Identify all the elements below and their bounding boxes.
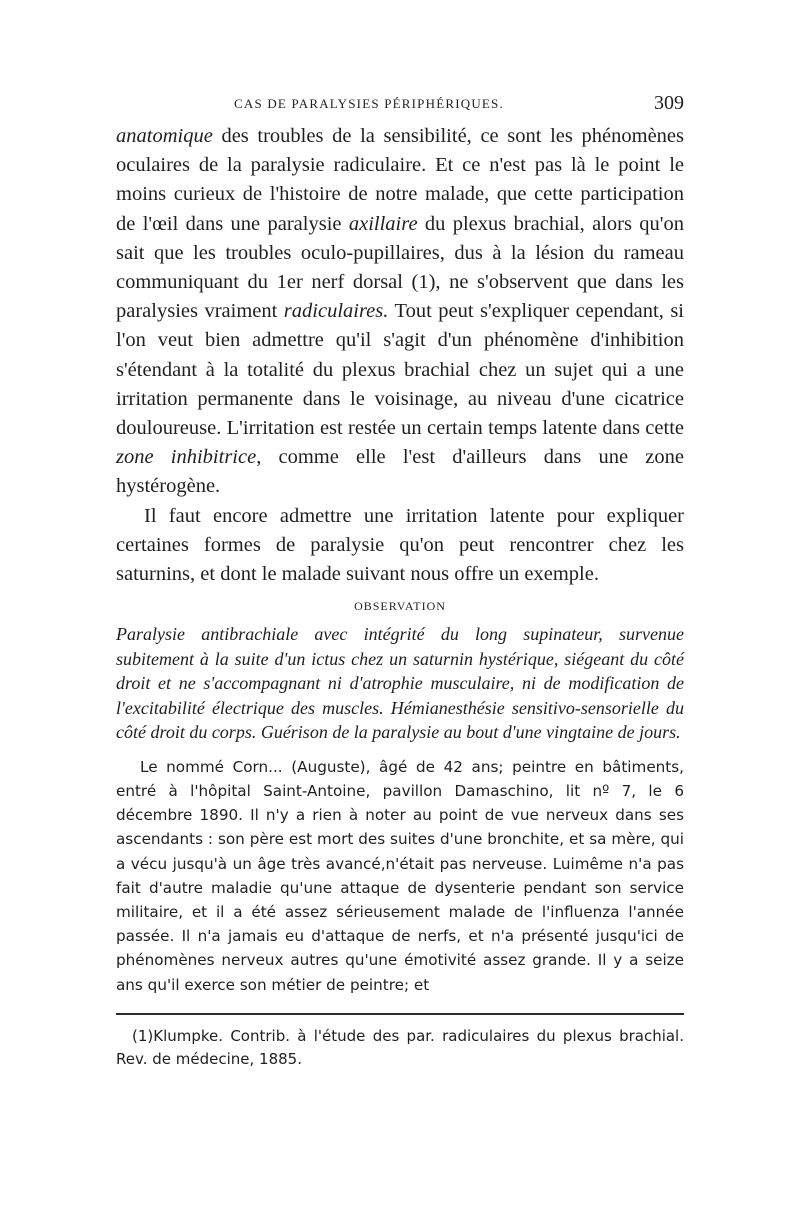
book-page bbox=[116, 92, 684, 1071]
paragraph-1-text-a: des troubles de la sensibilité, ce sont les phénomènes oculaires de la paralysie radiculaire. Et ce n'est pas là le point le moins curieux de l'histoire de notre malade, que cette participation de l'œil dans une paralysie bbox=[116, 125, 684, 235]
page-number: 309 bbox=[654, 92, 684, 114]
paragraph-1-italic-zone: zone inhibitrice bbox=[116, 446, 257, 469]
footnote: (1)Klumpke. Contrib. à l'étude des par. radiculaires du plexus brachial. Rev. de médecine, 1885. bbox=[116, 1026, 684, 1068]
paragraph-2: Il faut encore admettre une irritation latente pour expliquer certaines formes de paralysie qu'on peut rencontrer chez les saturnins, et dont le malade suivant nous offre un exemple. bbox=[116, 504, 684, 586]
footnote-divider bbox=[116, 1013, 684, 1015]
paragraph-1-italic-anatomique: anatomique bbox=[116, 125, 213, 147]
page-header bbox=[116, 92, 684, 122]
paragraph-1-italic-axillaire: axillaire bbox=[348, 212, 418, 235]
running-head: CAS DE PARALYSIES PÉRIPHÉRIQUES. bbox=[234, 96, 504, 111]
observation-title: OBSERVATION bbox=[354, 599, 446, 614]
observation-summary: Paralysie antibrachiale avec intégrité du long supinateur, survenue subitement à la suite d'un ictus chez un saturnin hystérique, siégeant du côté droit et ne s'accompagnant ni d'atrophie musculaire, ni de modification de l'excitabilité électrique des muscles. Hémianesthésie sensitivo-sensorielle du côté droit du corps. Guérison de la paralysie au bout d'une vingtaine de jours. bbox=[116, 624, 684, 743]
paragraph-1-text-b: du plexus brachial, alors qu'on sait que les troubles oculo-pupillaires, dus à la lésion du rameau communiquant du 1er nerf dorsal (1), ne s'observent que dans les paralysies vraiment bbox=[116, 212, 684, 323]
observation-body: Le nommé Corn... (Auguste), âgé de 42 ans; peintre en bâtiments, entré à l'hôpital Saint-Antoine, pavillon Damaschino, lit nº 7, le 6 décembre 1890. Il n'y a rien à noter au point de vue nerveux dans ses ascendants : son père est mort des suites d'une bronchite, et sa mère, qui a vécu jusqu'à un âge très avancé,n'était pas nerveuse. Luimême n'a pas fait d'autre maladie qu'une attaque de dysenterie pendant son service militaire, et il a été assez sérieusement malade de l'influenza l'année passée. Il n'a jamais eu d'attaque de nerfs, et n'a présenté jusqu'ici de phénomènes nerveux autres qu'une émotivité assez grande. Il y a seize ans qu'il exerce son métier de peintre; et bbox=[116, 757, 684, 994]
paragraph-1 bbox=[116, 122, 684, 502]
paragraph-1-text-d: , comme elle l'est d'ailleurs dans une zone hystérogène. bbox=[116, 446, 684, 498]
main-text bbox=[116, 122, 684, 589]
paragraph-1-text-c: Tout peut s'expliquer cependant, si l'on veut bien admettre qu'il s'agit d'un phénomène d'inhibition s'étendant à la totalité du plexus brachial chez un sujet qui a une irritation permanente dans le voisinage, au niveau d'une cicatrice douloureuse. L'irritation est restée un certain temps latente dans cette bbox=[116, 300, 684, 440]
paragraph-1-italic-radiculaires: radiculaires. bbox=[283, 300, 389, 323]
